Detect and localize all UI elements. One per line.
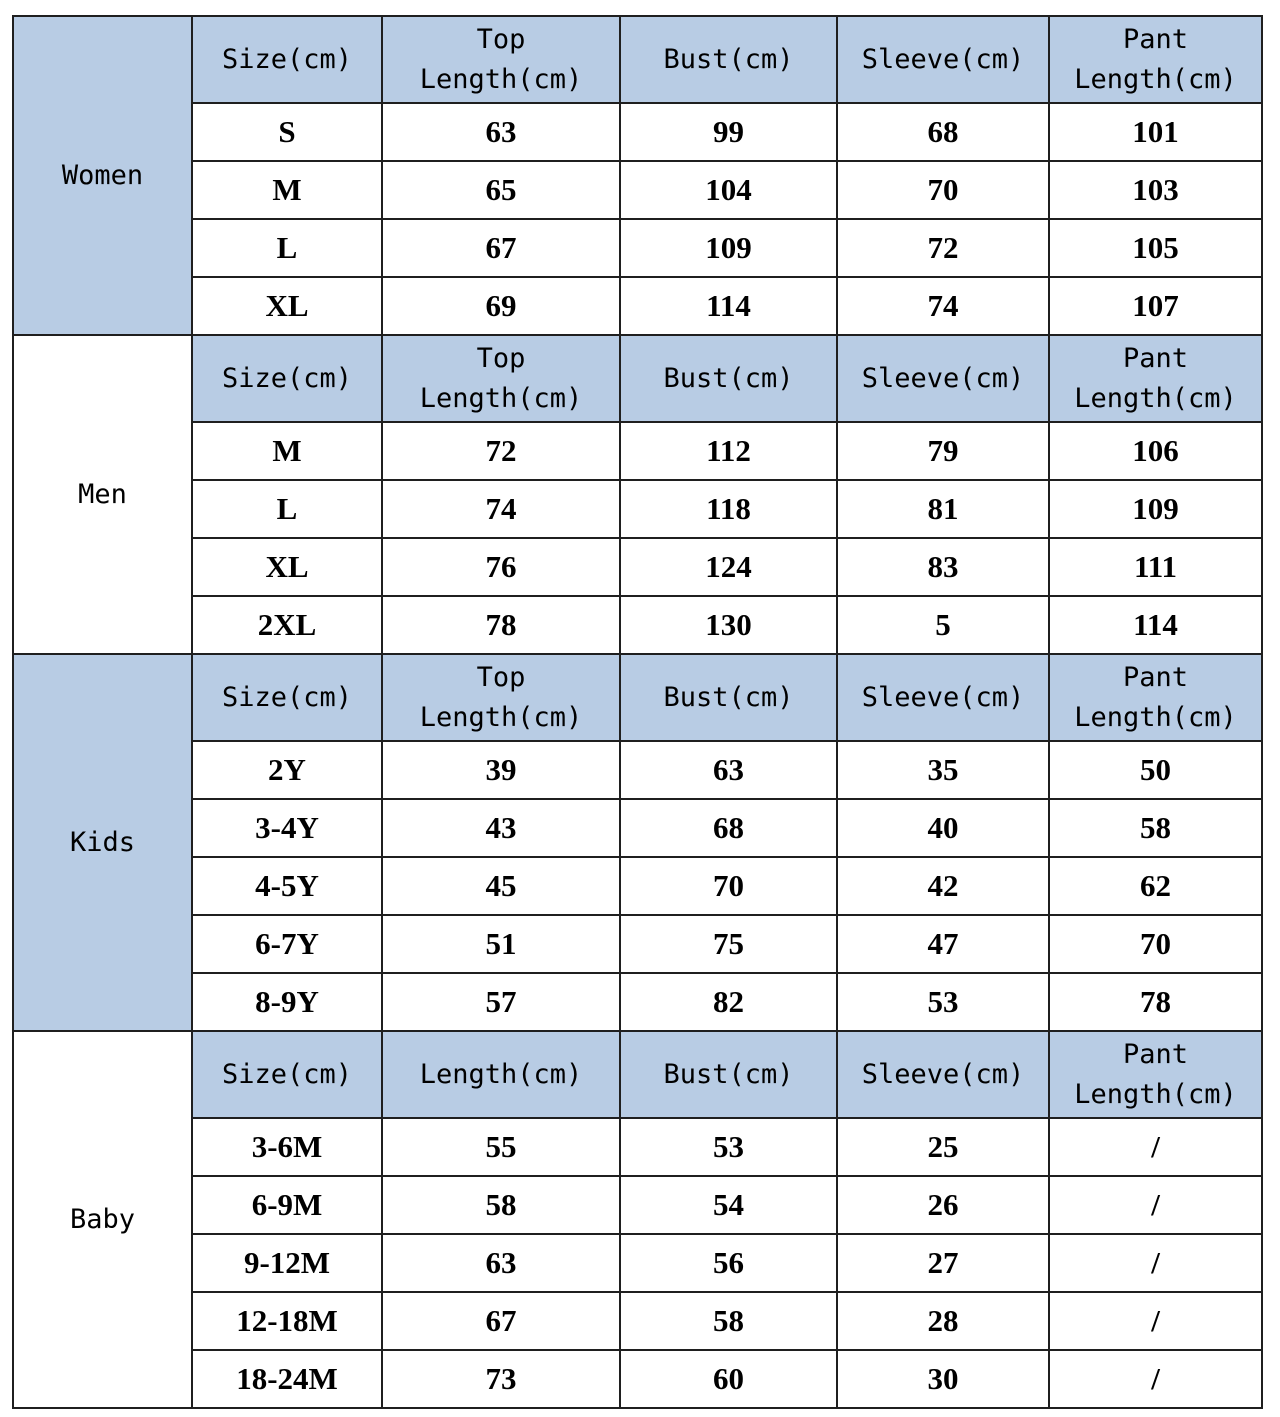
cell-size: M	[192, 161, 382, 219]
cell-sleeve: 72	[837, 219, 1049, 277]
cell-top-length: 67	[382, 1292, 620, 1350]
column-header-text: Length(cm)	[1074, 701, 1237, 733]
table-row	[13, 1118, 1262, 1176]
cell-top-length: 69	[382, 277, 620, 335]
cell-size: 8-9Y	[192, 973, 382, 1031]
cell-top-length: 55	[382, 1118, 620, 1176]
cell-pant-length: 106	[1049, 422, 1262, 480]
cell-bust: 112	[620, 422, 837, 480]
group-header-row	[13, 16, 1262, 103]
cell-size: 18-24M	[192, 1350, 382, 1408]
cell-bust: 130	[620, 596, 837, 654]
cell-top-length: 78	[382, 596, 620, 654]
column-header-text: Length(cm)	[1074, 1078, 1237, 1110]
table-row	[13, 1350, 1262, 1408]
column-header-size	[192, 335, 382, 422]
cell-sleeve: 30	[837, 1350, 1049, 1408]
cell-pant-length: 109	[1049, 480, 1262, 538]
column-header-text: Pant	[1122, 343, 1189, 375]
cell-size: 2XL	[192, 596, 382, 654]
cell-bust: 75	[620, 915, 837, 973]
cell-size: 6-7Y	[192, 915, 382, 973]
column-header-pant-length	[1049, 1031, 1262, 1118]
cell-size: L	[192, 480, 382, 538]
cell-top-length: 67	[382, 219, 620, 277]
cell-pant-length: 114	[1049, 596, 1262, 654]
column-header-text: Bust(cm)	[663, 681, 794, 713]
column-header-text: Length(cm)	[1074, 382, 1237, 414]
cell-bust: 114	[620, 277, 837, 335]
cell-size: 3-4Y	[192, 799, 382, 857]
cell-pant-length: 103	[1049, 161, 1262, 219]
column-header-sleeve	[837, 654, 1049, 741]
column-header-top-length	[382, 16, 620, 103]
cell-bust: 82	[620, 973, 837, 1031]
cell-sleeve: 79	[837, 422, 1049, 480]
cell-sleeve: 70	[837, 161, 1049, 219]
column-header-text: Top	[476, 662, 526, 694]
column-header-text: Length(cm)	[419, 701, 583, 733]
column-header-text: Pant	[1122, 1039, 1189, 1071]
cell-sleeve: 5	[837, 596, 1049, 654]
column-header-bust	[620, 654, 837, 741]
cell-top-length: 73	[382, 1350, 620, 1408]
table-row	[13, 596, 1262, 654]
cell-pant-length: 107	[1049, 277, 1262, 335]
cell-top-length: 63	[382, 1234, 620, 1292]
cell-size: 3-6M	[192, 1118, 382, 1176]
table-row	[13, 103, 1262, 161]
cell-sleeve: 53	[837, 973, 1049, 1031]
table-row	[13, 161, 1262, 219]
group-label-kids: Kids	[13, 654, 192, 1031]
cell-size: L	[192, 219, 382, 277]
column-header-text: Size(cm)	[221, 1058, 353, 1090]
column-header-size	[192, 16, 382, 103]
cell-bust: 124	[620, 538, 837, 596]
cell-pant-length: 78	[1049, 973, 1262, 1031]
cell-sleeve: 27	[837, 1234, 1049, 1292]
cell-bust: 54	[620, 1176, 837, 1234]
cell-pant-length: /	[1049, 1350, 1262, 1408]
column-header-pant-length	[1049, 654, 1262, 741]
column-header-text: Sleeve(cm)	[861, 362, 1025, 394]
cell-bust: 56	[620, 1234, 837, 1292]
cell-top-length: 72	[382, 422, 620, 480]
cell-size: 2Y	[192, 741, 382, 799]
column-header-top-length	[382, 1031, 620, 1118]
cell-pant-length: 111	[1049, 538, 1262, 596]
column-header-text: Bust(cm)	[663, 1058, 794, 1090]
cell-bust: 68	[620, 799, 837, 857]
cell-sleeve: 83	[837, 538, 1049, 596]
column-header-text: Length(cm)	[419, 63, 583, 95]
cell-top-length: 39	[382, 741, 620, 799]
cell-top-length: 45	[382, 857, 620, 915]
cell-size: 9-12M	[192, 1234, 382, 1292]
table-row	[13, 219, 1262, 277]
cell-sleeve: 74	[837, 277, 1049, 335]
cell-bust: 63	[620, 741, 837, 799]
column-header-sleeve	[837, 16, 1049, 103]
table-row	[13, 915, 1262, 973]
cell-top-length: 76	[382, 538, 620, 596]
cell-bust: 58	[620, 1292, 837, 1350]
cell-sleeve: 81	[837, 480, 1049, 538]
cell-pant-length: 101	[1049, 103, 1262, 161]
column-header-size	[192, 1031, 382, 1118]
column-header-bust	[620, 1031, 837, 1118]
column-header-text: Pant	[1122, 662, 1189, 694]
column-header-text: Pant	[1122, 24, 1189, 56]
cell-size: 4-5Y	[192, 857, 382, 915]
cell-pant-length: 50	[1049, 741, 1262, 799]
cell-bust: 118	[620, 480, 837, 538]
cell-sleeve: 40	[837, 799, 1049, 857]
cell-pant-length: /	[1049, 1176, 1262, 1234]
cell-pant-length: 70	[1049, 915, 1262, 973]
table-row	[13, 480, 1262, 538]
cell-sleeve: 35	[837, 741, 1049, 799]
cell-pant-length: 62	[1049, 857, 1262, 915]
column-header-text: Length(cm)	[1074, 63, 1237, 95]
cell-sleeve: 47	[837, 915, 1049, 973]
column-header-text: Length(cm)	[419, 382, 583, 414]
size-chart-body	[13, 16, 1262, 1408]
column-header-text: Size(cm)	[221, 362, 353, 394]
cell-bust: 60	[620, 1350, 837, 1408]
table-row	[13, 422, 1262, 480]
cell-sleeve: 28	[837, 1292, 1049, 1350]
group-label-women: Women	[13, 16, 192, 335]
cell-bust: 109	[620, 219, 837, 277]
cell-bust: 70	[620, 857, 837, 915]
table-row	[13, 799, 1262, 857]
column-header-size	[192, 654, 382, 741]
cell-sleeve: 68	[837, 103, 1049, 161]
column-header-bust	[620, 335, 837, 422]
column-header-text: Top	[476, 24, 526, 56]
group-label-men: Men	[13, 335, 192, 654]
cell-size: 6-9M	[192, 1176, 382, 1234]
table-row	[13, 857, 1262, 915]
cell-sleeve: 42	[837, 857, 1049, 915]
table-row	[13, 741, 1262, 799]
column-header-text: Bust(cm)	[663, 43, 794, 75]
cell-top-length: 43	[382, 799, 620, 857]
group-header-row	[13, 1031, 1262, 1118]
table-row	[13, 1234, 1262, 1292]
table-row	[13, 277, 1262, 335]
column-header-sleeve	[837, 1031, 1049, 1118]
column-header-pant-length	[1049, 335, 1262, 422]
size-chart-table	[12, 15, 1263, 1409]
cell-top-length: 65	[382, 161, 620, 219]
group-label-baby: Baby	[13, 1031, 192, 1408]
column-header-text: Bust(cm)	[663, 362, 794, 394]
column-header-text: Size(cm)	[221, 43, 353, 75]
cell-bust: 53	[620, 1118, 837, 1176]
group-header-row	[13, 654, 1262, 741]
column-header-pant-length	[1049, 16, 1262, 103]
cell-size: S	[192, 103, 382, 161]
cell-pant-length: /	[1049, 1234, 1262, 1292]
cell-top-length: 74	[382, 480, 620, 538]
table-row	[13, 973, 1262, 1031]
cell-top-length: 57	[382, 973, 620, 1031]
cell-top-length: 58	[382, 1176, 620, 1234]
cell-bust: 104	[620, 161, 837, 219]
column-header-text: Sleeve(cm)	[861, 681, 1025, 713]
table-row	[13, 1176, 1262, 1234]
column-header-sleeve	[837, 335, 1049, 422]
cell-pant-length: 105	[1049, 219, 1262, 277]
column-header-text: Sleeve(cm)	[861, 1058, 1025, 1090]
column-header-top-length	[382, 654, 620, 741]
cell-sleeve: 26	[837, 1176, 1049, 1234]
cell-top-length: 51	[382, 915, 620, 973]
cell-pant-length: /	[1049, 1118, 1262, 1176]
column-header-text: Top	[476, 343, 526, 375]
cell-size: 12-18M	[192, 1292, 382, 1350]
table-row	[13, 538, 1262, 596]
cell-sleeve: 25	[837, 1118, 1049, 1176]
cell-size: XL	[192, 538, 382, 596]
cell-pant-length: /	[1049, 1292, 1262, 1350]
column-header-top-length	[382, 335, 620, 422]
cell-pant-length: 58	[1049, 799, 1262, 857]
column-header-bust	[620, 16, 837, 103]
cell-top-length: 63	[382, 103, 620, 161]
column-header-text: Size(cm)	[221, 681, 353, 713]
column-header-text: Length(cm)	[419, 1058, 583, 1090]
cell-bust: 99	[620, 103, 837, 161]
table-row	[13, 1292, 1262, 1350]
group-header-row	[13, 335, 1262, 422]
cell-size: XL	[192, 277, 382, 335]
column-header-text: Sleeve(cm)	[861, 43, 1025, 75]
cell-size: M	[192, 422, 382, 480]
